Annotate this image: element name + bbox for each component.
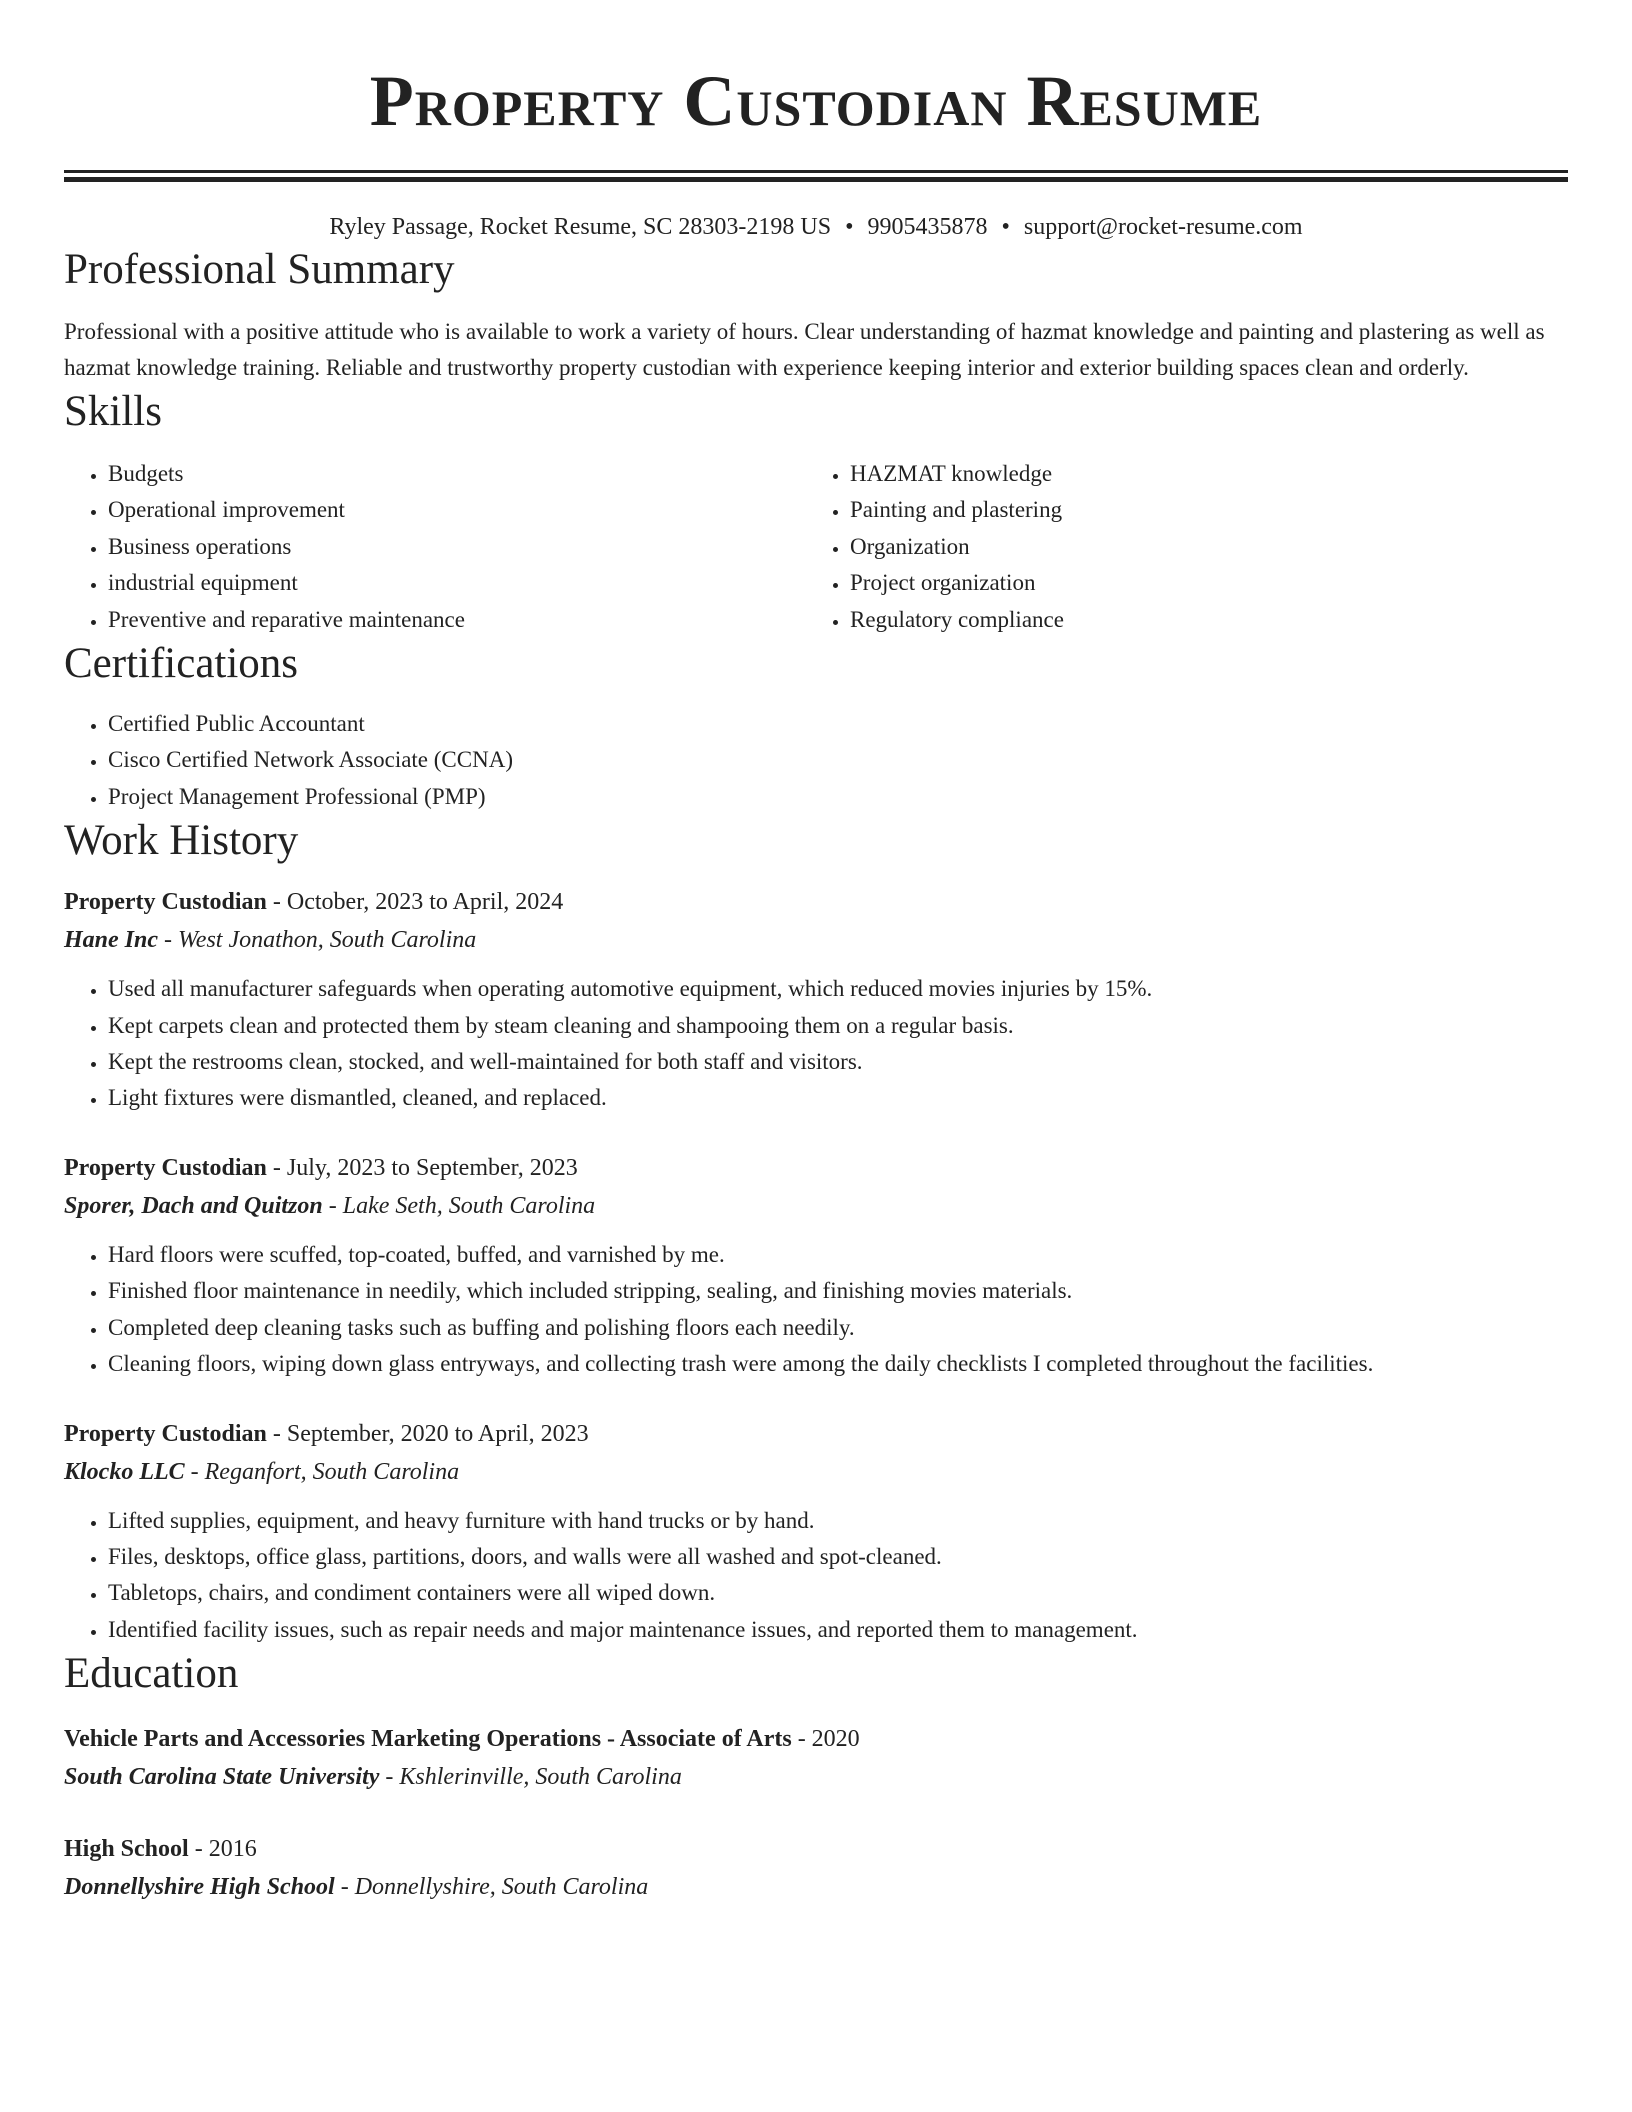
job-entry (64, 883, 1568, 1117)
job-entry (64, 1149, 1568, 1383)
job-title: Property Custodian (64, 889, 267, 916)
job-title: Property Custodian (64, 1154, 267, 1181)
job-location: - Reganfort, South Carolina (184, 1458, 460, 1485)
education-school-line (64, 1758, 1568, 1796)
education-year: - 2020 (791, 1726, 860, 1753)
skill-item: • Painting and plastering (850, 492, 1548, 528)
skill-item: • HAZMAT knowledge (850, 456, 1548, 492)
job-dates: - September, 2020 to April, 2023 (266, 1420, 589, 1447)
job-bullet: • Kept carpets clean and protected them by steam cleaning and shampooing them on a regular basis. (108, 1008, 1568, 1044)
job-title-line (64, 1415, 1568, 1453)
job-company-line (64, 921, 1568, 959)
summary-text: Professional with a positive attitude who is available to work a variety of hours. Clear understanding of hazmat knowledge and painting and plastering as well as hazmat knowledge training. Reliable and trustworthy property custodian with experience keeping interior and exterior building spaces clean and orderly. (64, 319, 1545, 380)
job-location: - Lake Seth, South Carolina (322, 1192, 596, 1219)
skill-item: • Project organization (850, 565, 1548, 601)
job-company: Sporer, Dach and Quitzon (64, 1192, 323, 1219)
education-degree: Vehicle Parts and Accessories Marketing Operations - Associate of Arts (64, 1726, 792, 1753)
job-bullets (64, 1503, 1568, 1649)
job-company-line (64, 1453, 1568, 1491)
education-degree: High School (64, 1836, 189, 1863)
job-title: Property Custodian (64, 1420, 267, 1447)
job-bullets (64, 1237, 1568, 1383)
job-bullet: • Completed deep cleaning tasks such as buffing and polishing floors each needily. (108, 1310, 1568, 1346)
job-location: - West Jonathon, South Carolina (158, 927, 477, 954)
skills-heading: Skills (64, 388, 162, 435)
skills-column-left (64, 456, 806, 638)
job-company-line (64, 1187, 1568, 1225)
job-bullet: • Identified facility issues, such as repair needs and major maintenance issues, and reported them to management. (108, 1612, 1568, 1648)
contact-line (64, 210, 1568, 244)
education-degree-line (64, 1720, 1568, 1758)
job-company: Klocko LLC (64, 1458, 185, 1485)
job-title-line (64, 1149, 1568, 1187)
skill-item: • Operational improvement (108, 492, 806, 528)
education-location: - Donnellyshire, South Carolina (334, 1874, 649, 1901)
summary-heading: Professional Summary (64, 246, 455, 293)
contact-phone: 9905435878 (867, 214, 988, 240)
education-school-line (64, 1868, 1568, 1906)
contact-separator: • (845, 214, 854, 240)
education-school: Donnellyshire High School (64, 1874, 335, 1901)
certification-item: • Certified Public Accountant (108, 706, 1568, 742)
job-bullet: • Lifted supplies, equipment, and heavy furniture with hand trucks or by hand. (108, 1503, 1568, 1539)
skill-item: • Preventive and reparative maintenance (108, 602, 806, 638)
job-bullet: • Tabletops, chairs, and condiment containers were all wiped down. (108, 1575, 1568, 1611)
skills-column-right (806, 456, 1548, 638)
education-heading: Education (64, 1650, 239, 1698)
skill-item: • Regulatory compliance (850, 602, 1548, 638)
skills-list-right (806, 456, 1548, 638)
resume-title: Property Custodian Resume (369, 61, 1263, 141)
education-school: South Carolina State University (64, 1764, 380, 1791)
skill-item: • Business operations (108, 529, 806, 565)
job-bullet: • Used all manufacturer safeguards when operating automotive equipment, which reduced movies injuries by 15%. (108, 971, 1568, 1007)
job-bullets (64, 971, 1568, 1117)
certification-item: • Cisco Certified Network Associate (CCNA) (108, 742, 1568, 778)
education-year: - 2016 (188, 1836, 257, 1863)
work-history-heading: Work History (64, 817, 299, 865)
job-dates: - October, 2023 to April, 2024 (266, 889, 564, 916)
skill-item: • industrial equipment (108, 565, 806, 601)
job-bullet: • Light fixtures were dismantled, cleaned, and replaced. (108, 1080, 1568, 1116)
contact-email: support@rocket-resume.com (1023, 214, 1303, 240)
skill-item: • Budgets (108, 456, 806, 492)
job-title-line (64, 883, 1568, 921)
job-company: Hane Inc (64, 927, 159, 954)
resume-page (64, 0, 1568, 1906)
education-degree-line (64, 1830, 1568, 1868)
job-bullet: • Files, desktops, office glass, partitions, doors, and walls were all washed and spot-cleaned. (108, 1539, 1568, 1575)
contact-address: Ryley Passage, Rocket Resume, SC 28303-2198 US (329, 214, 832, 240)
education-entry (64, 1720, 1568, 1796)
certifications-list (64, 706, 1568, 815)
job-bullet: • Kept the restrooms clean, stocked, and well-maintained for both staff and visitors. (108, 1044, 1568, 1080)
education-location: - Kshlerinville, South Carolina (379, 1764, 682, 1791)
skill-item: • Organization (850, 529, 1548, 565)
job-entry (64, 1415, 1568, 1649)
title-double-rule (64, 170, 1568, 182)
job-bullet: • Hard floors were scuffed, top-coated, buffed, and varnished by me. (108, 1237, 1568, 1273)
job-dates: - July, 2023 to September, 2023 (266, 1154, 578, 1181)
certifications-heading: Certifications (64, 640, 299, 688)
job-bullet: • Finished floor maintenance in needily, which included stripping, sealing, and finishing movies materials. (108, 1273, 1568, 1309)
contact-separator: • (1001, 214, 1010, 240)
skills-list-left (64, 456, 806, 638)
certification-item: • Project Management Professional (PMP) (108, 779, 1568, 815)
skills-grid (64, 456, 1568, 638)
job-bullet: • Cleaning floors, wiping down glass entryways, and collecting trash were among the daily checklists I completed throughout the facilities. (108, 1346, 1568, 1382)
education-entry (64, 1830, 1568, 1906)
